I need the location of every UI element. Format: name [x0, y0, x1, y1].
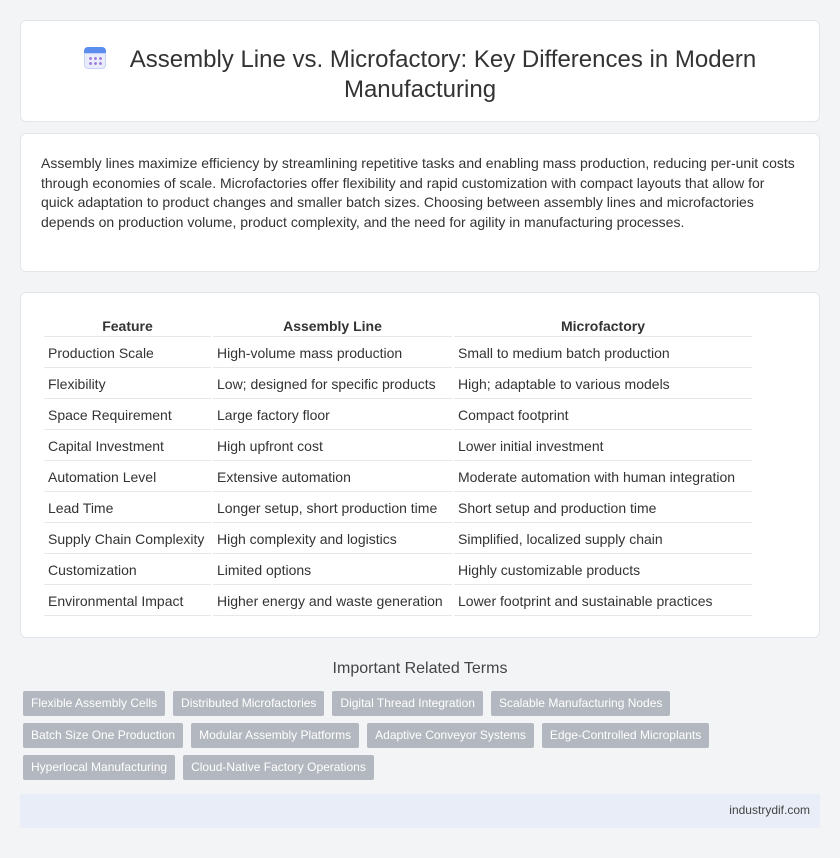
- assembly-line-cell: High-volume mass production: [213, 339, 452, 368]
- table-row: [44, 370, 752, 399]
- header-assembly-line: Assembly Line: [213, 315, 452, 337]
- tag-batch-size-one-production[interactable]: Batch Size One Production: [23, 723, 183, 748]
- feature-cell: Customization: [44, 556, 211, 585]
- assembly-line-cell: Limited options: [213, 556, 452, 585]
- table-row: [44, 525, 752, 554]
- comparison-table: [42, 313, 754, 618]
- feature-cell: Production Scale: [44, 339, 211, 368]
- microfactory-cell: Lower initial investment: [454, 432, 752, 461]
- table-row: [44, 463, 752, 492]
- microfactory-cell: Short setup and production time: [454, 494, 752, 523]
- feature-cell: Lead Time: [44, 494, 211, 523]
- microfactory-cell: Lower footprint and sustainable practices: [454, 587, 752, 616]
- assembly-line-cell: Extensive automation: [213, 463, 452, 492]
- page-title-wrap: [21, 45, 819, 105]
- microfactory-cell: Simplified, localized supply chain: [454, 525, 752, 554]
- feature-cell: Automation Level: [44, 463, 211, 492]
- table-header-row: [44, 315, 752, 337]
- table-row: [44, 432, 752, 461]
- related-terms-title: Important Related Terms: [332, 660, 508, 677]
- assembly-line-cell: High complexity and logistics: [213, 525, 452, 554]
- tag-adaptive-conveyor-systems[interactable]: Adaptive Conveyor Systems: [367, 723, 534, 748]
- table-row: [44, 587, 752, 616]
- tag-modular-assembly-platforms[interactable]: Modular Assembly Platforms: [191, 723, 359, 748]
- assembly-line-cell: Large factory floor: [213, 401, 452, 430]
- intro-card: [20, 133, 820, 272]
- related-terms-list: [23, 691, 723, 787]
- tag-digital-thread-integration[interactable]: Digital Thread Integration: [332, 691, 483, 716]
- header-feature: Feature: [44, 315, 211, 337]
- tag-row: [23, 755, 723, 780]
- microfactory-cell: Moderate automation with human integration: [454, 463, 752, 492]
- assembly-line-cell: Low; designed for specific products: [213, 370, 452, 399]
- tag-row: [23, 691, 723, 716]
- feature-cell: Capital Investment: [44, 432, 211, 461]
- tag-scalable-manufacturing-nodes[interactable]: Scalable Manufacturing Nodes: [491, 691, 670, 716]
- microfactory-cell: Small to medium batch production: [454, 339, 752, 368]
- page-title: Assembly Line vs. Microfactory: Key Differences in Modern Manufacturing: [129, 46, 757, 103]
- tag-flexible-assembly-cells[interactable]: Flexible Assembly Cells: [23, 691, 165, 716]
- intro-paragraph: Assembly lines maximize efficiency by streamlining repetitive tasks and enabling mass production, reducing per-unit costs through economies of scale. Microfactories offer flexibility and rapid customization with compact layouts that allow for quick adaptation to product changes and smaller batch sizes. Choosing between assembly lines and microfactories depends on production volume, product complexity, and the need for agility in manufacturing processes.: [41, 155, 795, 230]
- assembly-line-cell: Longer setup, short production time: [213, 494, 452, 523]
- tag-edge-controlled-microplants[interactable]: Edge-Controlled Microplants: [542, 723, 709, 748]
- header-microfactory: Microfactory: [454, 315, 752, 337]
- microfactory-cell: High; adaptable to various models: [454, 370, 752, 399]
- tag-row: [23, 723, 723, 748]
- header-card: [20, 20, 820, 122]
- table-row: [44, 339, 752, 368]
- feature-cell: Environmental Impact: [44, 587, 211, 616]
- footer: [20, 794, 820, 828]
- microfactory-cell: Compact footprint: [454, 401, 752, 430]
- microfactory-cell: Highly customizable products: [454, 556, 752, 585]
- assembly-line-cell: Higher energy and waste generation: [213, 587, 452, 616]
- feature-cell: Flexibility: [44, 370, 211, 399]
- tag-distributed-microfactories[interactable]: Distributed Microfactories: [173, 691, 324, 716]
- footer-site[interactable]: industrydif.com: [729, 803, 810, 817]
- table-row: [44, 556, 752, 585]
- calendar-icon: [84, 47, 106, 69]
- assembly-line-cell: High upfront cost: [213, 432, 452, 461]
- feature-cell: Supply Chain Complexity: [44, 525, 211, 554]
- feature-cell: Space Requirement: [44, 401, 211, 430]
- tag-cloud-native-factory-operations[interactable]: Cloud-Native Factory Operations: [183, 755, 374, 780]
- table-row: [44, 494, 752, 523]
- table-row: [44, 401, 752, 430]
- tag-hyperlocal-manufacturing[interactable]: Hyperlocal Manufacturing: [23, 755, 175, 780]
